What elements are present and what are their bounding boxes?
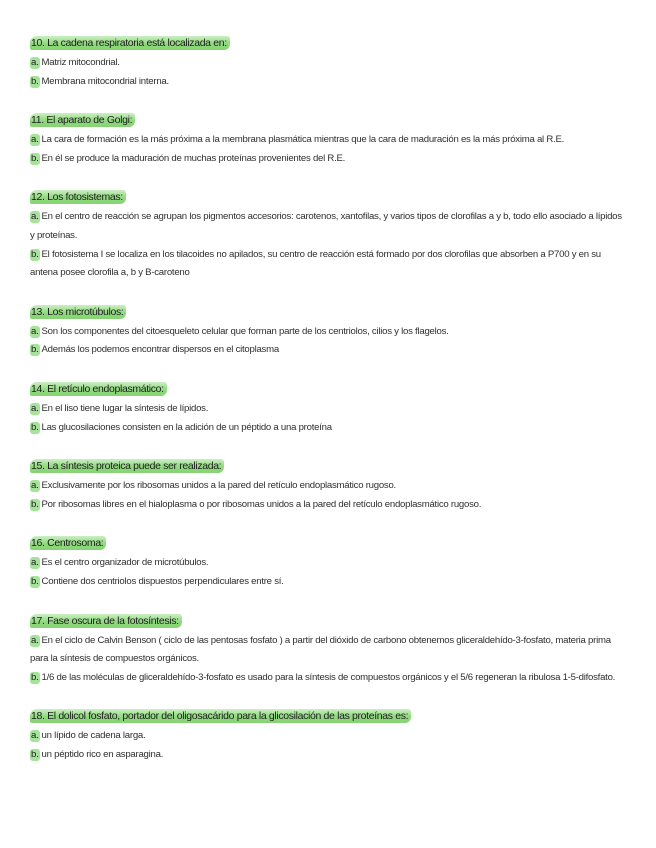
question-title: 15. La síntesis proteica puede ser realizada: xyxy=(30,459,224,473)
option-b xyxy=(30,746,626,765)
option-b xyxy=(30,73,626,92)
question-title: 13. Los microtúbulos: xyxy=(30,305,126,319)
option-letter: b. xyxy=(31,344,39,356)
option-b xyxy=(30,150,626,169)
option-b xyxy=(30,496,626,515)
option-text: un lípido de cadena larga. xyxy=(41,730,146,742)
question-title: 18. El dolicol fosfato, portador del oligosacárido para la glicosilación de las proteínas es: xyxy=(30,709,411,723)
option-letter: a. xyxy=(31,730,39,742)
option-letter: b. xyxy=(31,671,39,683)
option-text: Contiene dos centriolos dispuestos perpendiculares entre sí. xyxy=(41,575,284,587)
option-text: Matriz mitocondrial. xyxy=(41,57,120,68)
option-text: Son los componentes del citoesqueleto celular que forman parte de los centriolos, cilios y los flagelos. xyxy=(41,325,449,337)
question-title: 10. La cadena respiratoria está localizada en: xyxy=(30,36,230,50)
option-a xyxy=(30,477,626,496)
question-title: 16. Centrosoma: xyxy=(30,536,106,550)
question-14 xyxy=(30,379,626,437)
option-b xyxy=(30,246,626,283)
option-letter: b. xyxy=(31,498,39,510)
question-10 xyxy=(30,33,626,91)
option-b xyxy=(30,669,626,688)
option-text: En el liso tiene lugar la síntesis de lípidos. xyxy=(41,402,209,414)
option-a xyxy=(30,632,626,669)
option-text: En él se produce la maduración de muchas proteínas provenientes del R.E. xyxy=(41,152,346,164)
option-letter: a. xyxy=(31,325,39,337)
option-text: En el centro de reacción se agrupan los pigmentos accesorios: carotenos, xantofilas, y varios tipos de clorofilas a y b, todo ello asociado a lípidos y proteínas. xyxy=(30,211,622,241)
option-letter: b. xyxy=(31,152,39,164)
option-letter: a. xyxy=(31,480,39,492)
option-a xyxy=(30,131,626,150)
option-text: El fotosistema I se localiza en los tilacoides no apilados, su centro de reacción está formado por dos clorofilas que absorben a P700 y en su antena posee clorofila a, b y B-caroteno xyxy=(30,248,601,279)
option-a xyxy=(30,554,626,573)
question-title: 14. El retículo endoplasmático: xyxy=(30,382,167,396)
option-letter: a. xyxy=(31,557,39,569)
question-title: 12. Los fotosistemas: xyxy=(30,190,126,204)
question-title: 11. El aparato de Golgi: xyxy=(30,113,135,127)
question-title: 17. Fase oscura de la fotosíntesis: xyxy=(30,614,182,628)
question-11 xyxy=(30,110,626,168)
option-letter: b. xyxy=(31,248,39,260)
option-b xyxy=(30,573,626,592)
option-text: Es el centro organizador de microtúbulos. xyxy=(41,557,209,569)
question-13 xyxy=(30,302,626,360)
option-text: Exclusivamente por los ribosomas unidos a la pared del retículo endoplasmático rugoso. xyxy=(41,480,396,492)
option-letter: a. xyxy=(31,211,39,223)
option-a xyxy=(30,727,626,746)
option-a xyxy=(30,208,626,245)
option-letter: a. xyxy=(31,402,39,414)
option-letter: a. xyxy=(31,57,39,68)
option-b xyxy=(30,341,626,360)
option-a xyxy=(30,54,626,73)
option-text: Por ribosomas libres en el hialoplasma o por ribosomas unidos a la pared del retículo endoplasmático rugoso. xyxy=(41,498,482,510)
option-letter: b. xyxy=(31,575,39,587)
option-text: Además los podemos encontrar dispersos en el citoplasma xyxy=(41,344,279,356)
option-letter: b. xyxy=(31,421,39,433)
option-a xyxy=(30,323,626,342)
option-letter: b. xyxy=(31,75,39,87)
option-text: En el ciclo de Calvin Benson ( ciclo de las pentosas fosfato ) a partir del dióxido de carbono obtenemos gliceraldehído-3-fosfato, materia prima para la síntesis de compuestos orgánicos. xyxy=(30,634,611,665)
option-letter: a. xyxy=(31,134,39,146)
option-text: Membrana mitocondrial interna. xyxy=(41,75,169,87)
question-18 xyxy=(30,706,626,764)
question-15 xyxy=(30,456,626,514)
option-text: un péptido rico en asparagina. xyxy=(41,748,164,760)
question-12 xyxy=(30,187,626,282)
option-b xyxy=(30,419,626,438)
option-text: Las glucosilaciones consisten en la adición de un péptido a una proteína xyxy=(41,421,332,433)
option-letter: a. xyxy=(31,634,39,646)
option-text: 1/6 de las moléculas de gliceraldehído-3-fosfato es usado para la síntesis de compuestos orgánicos y el 5/6 regeneran la ribulosa 1-5-difosfato. xyxy=(41,671,616,683)
question-17 xyxy=(30,611,626,688)
option-a xyxy=(30,400,626,419)
question-16 xyxy=(30,533,626,591)
option-text: La cara de formación es la más próxima a la membrana plasmática mientras que la cara de maduración es la más próxima al R.E. xyxy=(41,134,565,146)
option-letter: b. xyxy=(31,748,39,760)
